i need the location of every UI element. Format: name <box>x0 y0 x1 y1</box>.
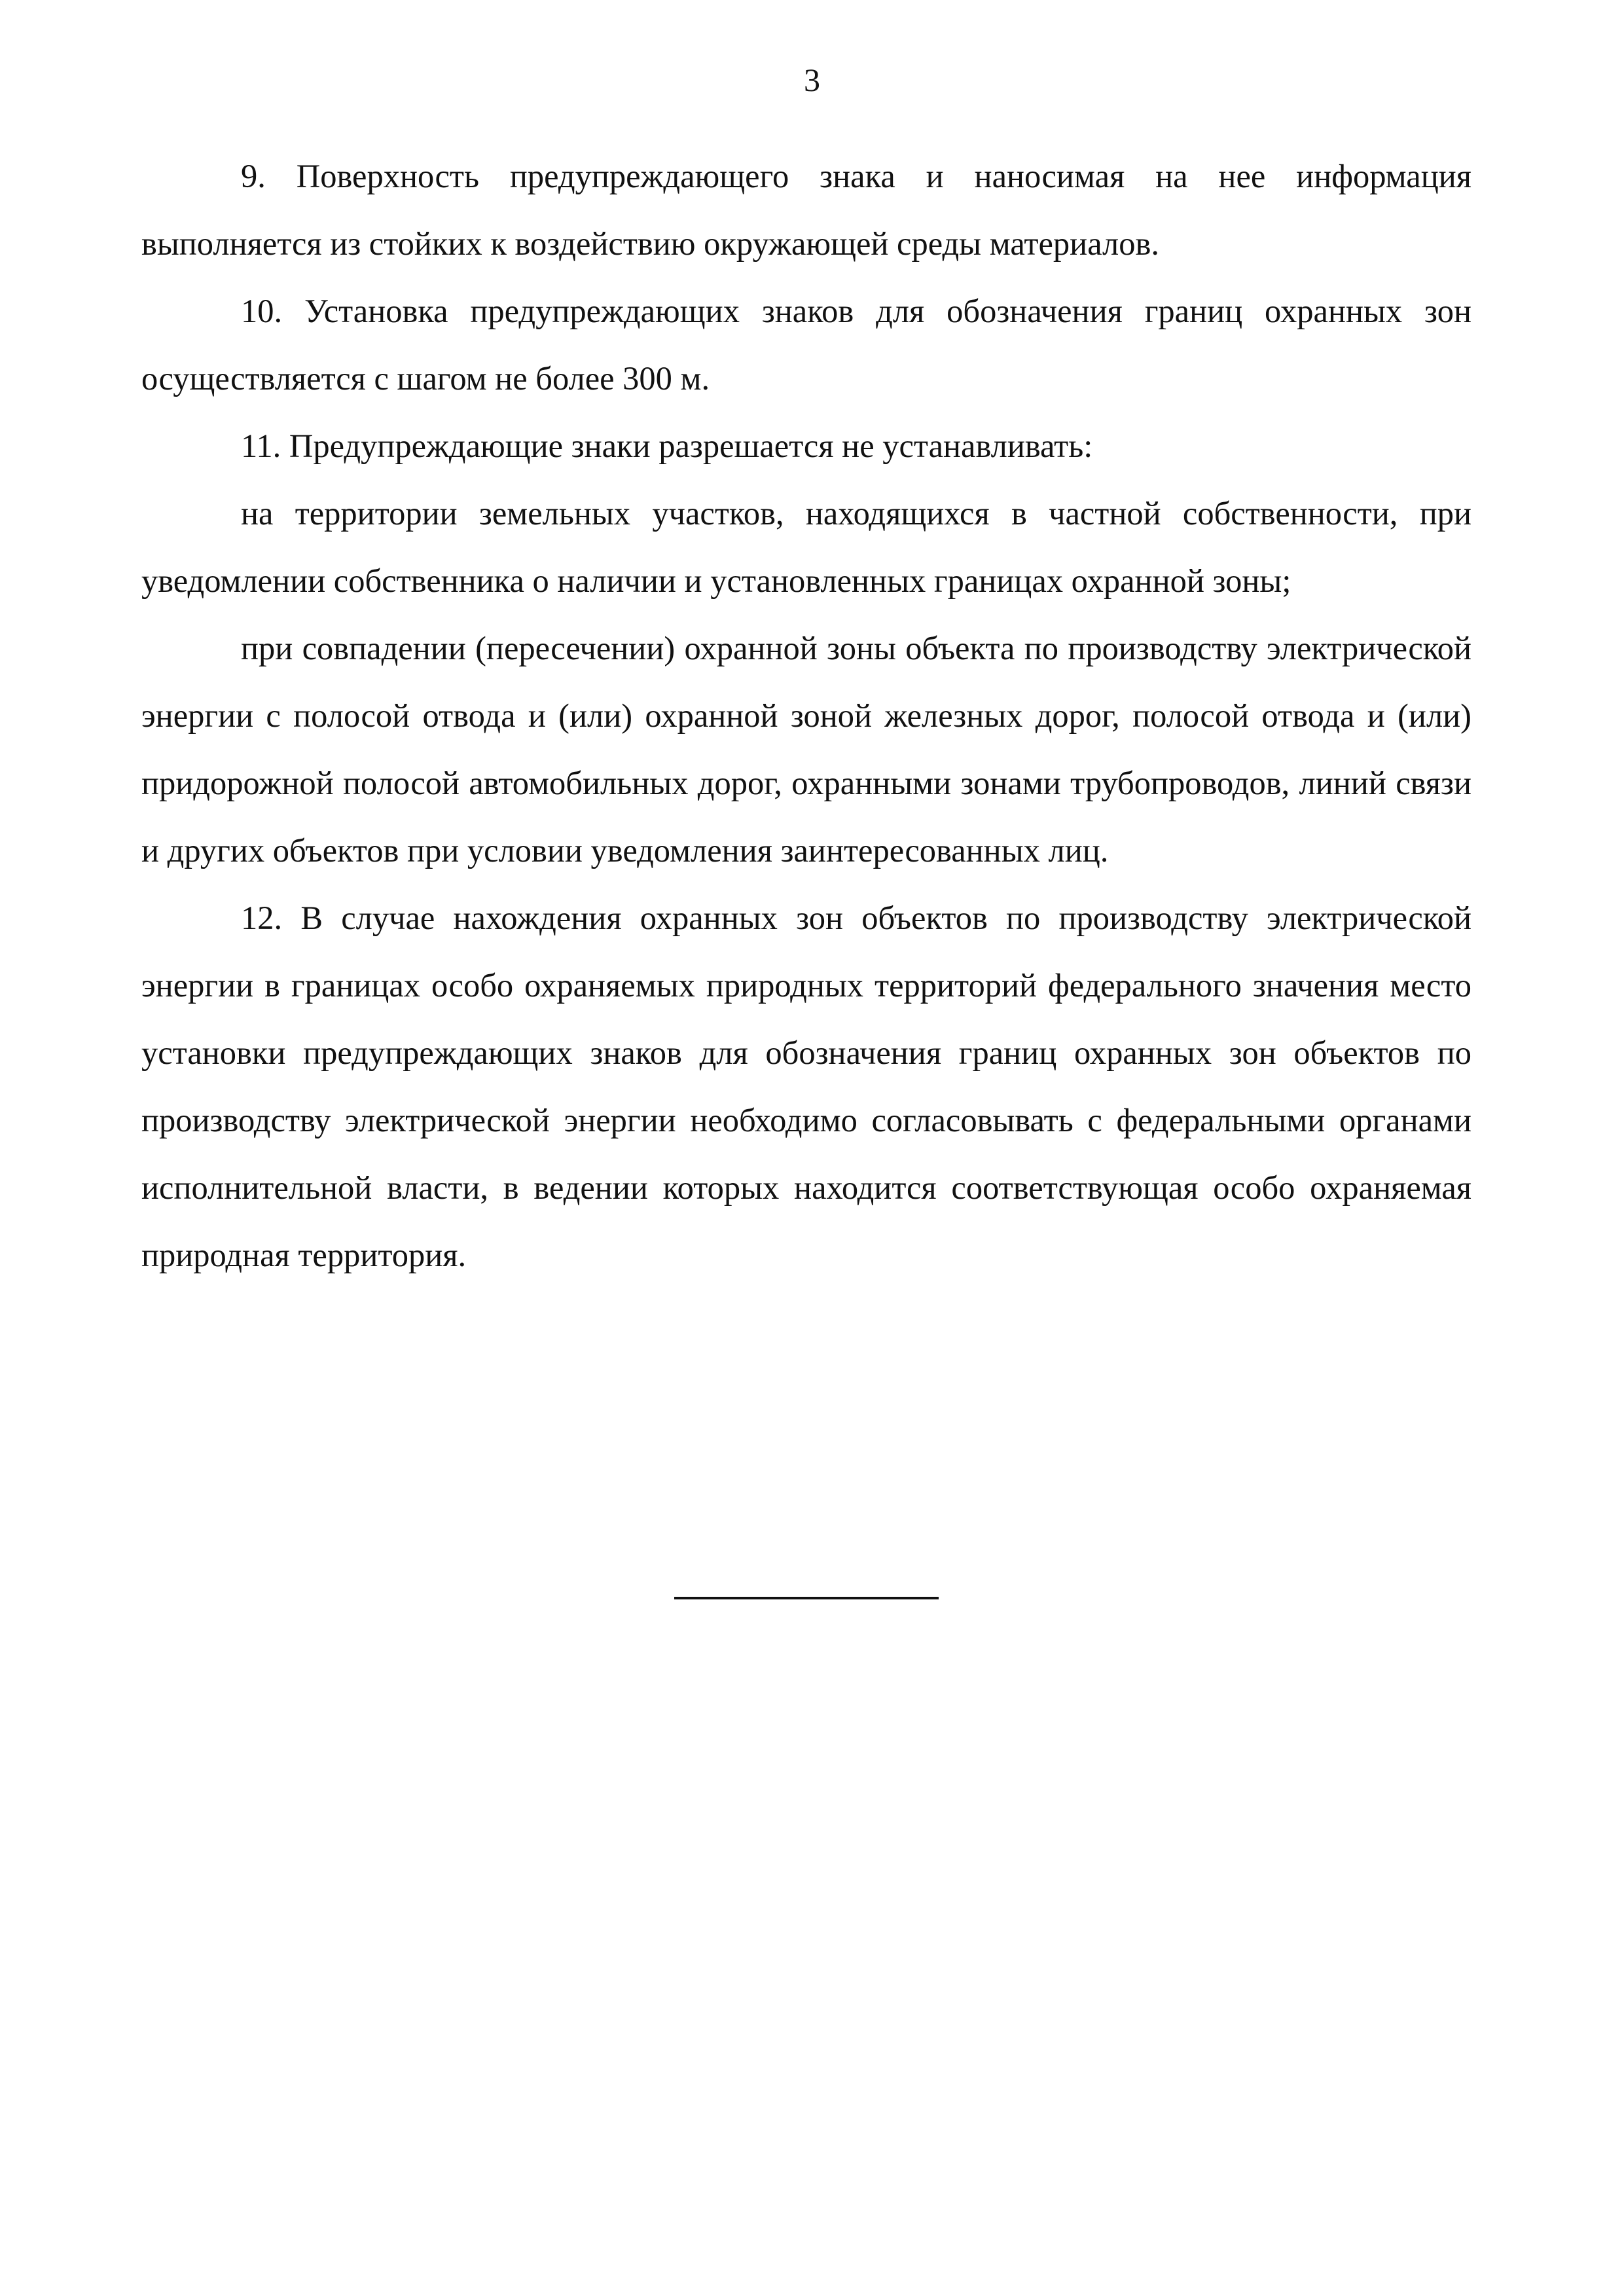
paragraph-11-item-private-land: на территории земельных участков, находящихся в частной собственности, при уведомлении собственника о наличии и установленных границах охранной зоны; <box>141 495 1471 599</box>
end-of-document-rule <box>674 1597 939 1599</box>
document-body <box>141 143 1471 1289</box>
paragraph-9: 9. Поверхность предупреждающего знака и наносимая на нее информация выполняется из стойких к воздействию окружающей среды материалов. <box>141 158 1471 262</box>
paragraph-10: 10. Установка предупреждающих знаков для обозначения границ охранных зон осуществляется с шагом не более 300 м. <box>141 293 1471 397</box>
paragraph-12: 12. В случае нахождения охранных зон объектов по производству электрической энергии в границах особо охраняемых природных территорий федерального значения место установки предупреждающих знаков для обозначения границ охранных зон объектов по производству электрической энергии необходимо согласовывать с федеральными органами исполнительной власти, в ведении которых находится соответствующая особо охраняемая природная территория. <box>141 900 1471 1273</box>
paragraph-11: 11. Предупреждающие знаки разрешается не устанавливать: <box>241 428 1093 464</box>
paragraph-11-item-overlap: при совпадении (пересечении) охранной зоны объекта по производству электрической энергии с полосой отвода и (или) охранной зоной железных дорог, полосой отвода и (или) придорожной полосой автомобильных дорог, охранными зонами трубопроводов, линий связи и других объектов при условии уведомления заинтересованных лиц. <box>141 630 1471 869</box>
page-number: 3 <box>804 62 820 98</box>
